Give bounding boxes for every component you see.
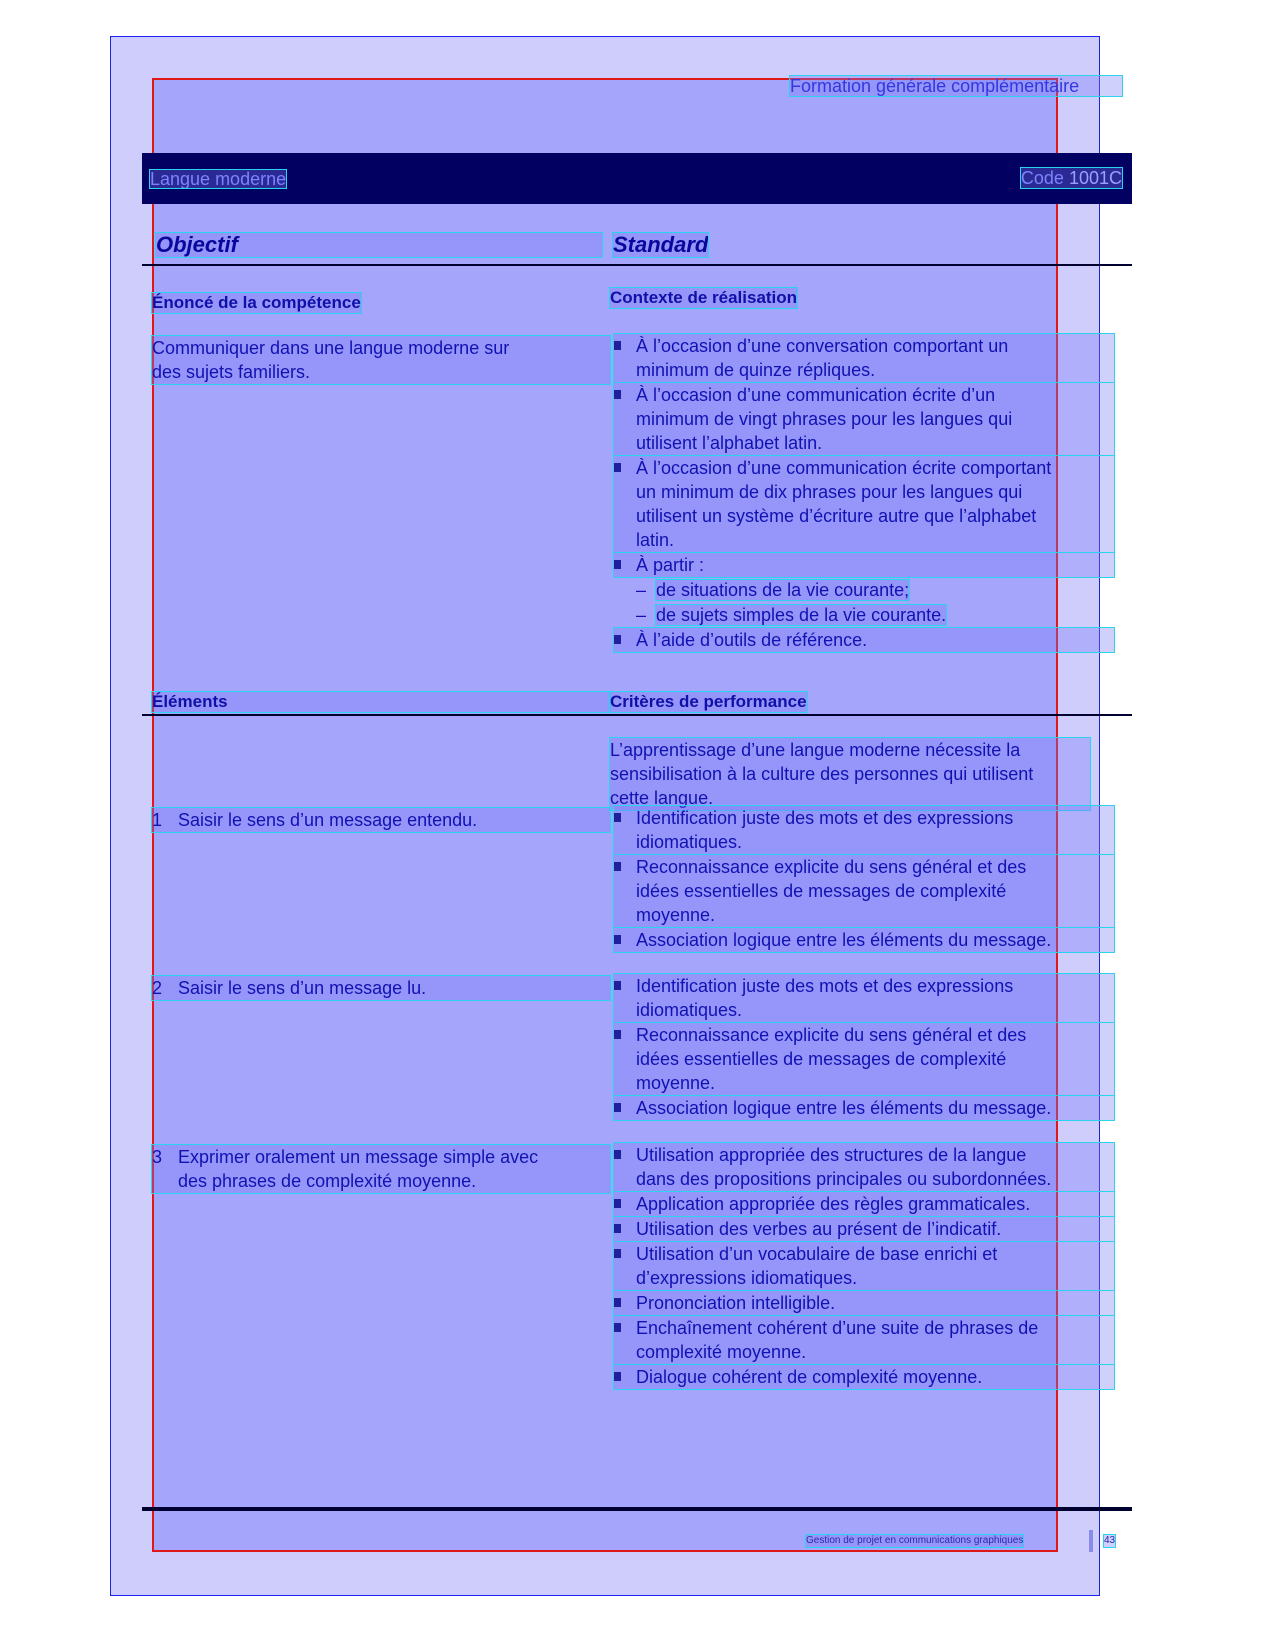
bullet-item <box>614 456 1114 552</box>
title-bar <box>142 153 1132 204</box>
bullet-line: d’expressions idiomatiques. <box>636 1268 858 1288</box>
footer-text: Gestion de projet en communications graphiques <box>806 1535 1024 1546</box>
bullet-item <box>614 1217 1114 1241</box>
bullet-item <box>614 383 1114 455</box>
bullet-marker <box>614 935 621 944</box>
dash-marker: – <box>636 580 647 600</box>
element-number: 1 <box>152 810 163 830</box>
bullet-line: moyenne. <box>636 905 716 925</box>
bullet-marker <box>614 1372 621 1381</box>
bullet-line: latin. <box>636 530 675 550</box>
intro-line: cette langue. <box>610 788 714 808</box>
bullet-item <box>614 334 1114 382</box>
bullet-line: Dialogue cohérent de complexité moyenne. <box>636 1367 983 1387</box>
bullet-line: idées essentielles de messages de complexité <box>636 1049 1007 1069</box>
criteria-list <box>614 1143 1114 1390</box>
bullet-marker <box>614 813 621 822</box>
competence-line: des sujets familiers. <box>152 362 311 382</box>
bullet-line: Utilisation des verbes au présent de l’indicatif. <box>636 1219 1002 1239</box>
bullet-line: Utilisation d’un vocabulaire de base enrichi et <box>636 1244 998 1264</box>
bullet-marker <box>614 635 621 644</box>
bullet-line: un minimum de dix phrases pour les langues qui <box>636 482 1023 502</box>
footer-rule <box>142 1507 1132 1511</box>
bullet-line: Reconnaissance explicite du sens général et des <box>636 857 1027 877</box>
bullet-marker <box>614 1103 621 1112</box>
element-line <box>152 1145 610 1169</box>
bullet-marker <box>614 1249 621 1258</box>
bullet-item <box>614 1023 1114 1095</box>
bullet-marker <box>614 862 621 871</box>
element-text: Saisir le sens d’un message lu. <box>178 978 427 998</box>
bullet-line: Identification juste des mots et des expressions <box>636 808 1014 828</box>
element-text: Exprimer oralement un message simple avec <box>178 1147 539 1167</box>
context-heading: Contexte de réalisation <box>610 288 798 307</box>
bullet-line: À l’occasion d’une communication écrite d’un <box>636 385 996 405</box>
element-2 <box>152 976 610 1000</box>
element-text: Saisir le sens d’un message entendu. <box>178 810 478 830</box>
bullet-marker <box>614 390 621 399</box>
bullet-item <box>614 974 1114 1022</box>
bullet-line: Prononciation intelligible. <box>636 1293 836 1313</box>
bullet-line: À l’occasion d’une communication écrite comportant <box>636 458 1052 478</box>
bullet-item <box>614 1096 1114 1120</box>
element-number: 3 <box>152 1147 163 1167</box>
bullet-marker <box>614 1199 621 1208</box>
bullet-item <box>614 806 1114 854</box>
running-header: Formation générale complémentaire <box>790 76 1122 96</box>
competence-line: Communiquer dans une langue moderne sur <box>152 338 510 358</box>
element-text: des phrases de complexité moyenne. <box>178 1171 477 1191</box>
bullet-marker <box>614 560 621 569</box>
bullet-marker <box>614 1323 621 1332</box>
dash-item <box>614 603 1114 627</box>
bullet-line: Enchaînement cohérent d’une suite de phrases de <box>636 1318 1039 1338</box>
elements-heading: Éléments <box>152 692 610 712</box>
bullet-item <box>614 1365 1114 1389</box>
bullet-marker <box>614 463 621 472</box>
element-3 <box>152 1145 610 1193</box>
program-title: Langue moderne <box>150 169 287 189</box>
bullet-line: idiomatiques. <box>636 1000 743 1020</box>
bullet-line: À l’aide d’outils de référence. <box>636 630 868 650</box>
element-line <box>152 1169 610 1193</box>
competence-heading: Énoncé de la compétence <box>152 293 361 312</box>
bullet-line: dans des propositions principales ou subordonnées. <box>636 1169 1052 1189</box>
bullet-line: Association logique entre les éléments du message. <box>636 930 1052 950</box>
bullet-marker <box>614 981 621 990</box>
bullet-marker <box>614 341 621 350</box>
bullet-line: minimum de quinze répliques. <box>636 360 876 380</box>
bullet-item <box>614 1242 1114 1290</box>
bullet-line: idiomatiques. <box>636 832 743 852</box>
bullet-line: utilisent un système d’écriture autre que l’alphabet <box>636 506 1037 526</box>
context-list <box>614 334 1114 653</box>
bullet-item <box>614 1291 1114 1315</box>
bullet-marker <box>614 1030 621 1039</box>
competence-statement <box>152 336 610 384</box>
bullet-line: complexité moyenne. <box>636 1342 807 1362</box>
page-number: 43 <box>1104 1535 1116 1546</box>
intro-line: L’apprentissage d’une langue moderne nécessite la <box>610 740 1021 760</box>
criteria-intro <box>610 738 1090 810</box>
bullet-item <box>614 855 1114 927</box>
element-line <box>152 976 610 1000</box>
bullet-marker <box>614 1224 621 1233</box>
bullet-line: moyenne. <box>636 1073 716 1093</box>
code-label-text: Code <box>1020 168 1064 188</box>
bullet-item <box>614 1192 1114 1216</box>
dash-text: de sujets simples de la vie courante. <box>656 605 947 625</box>
bullet-line: Utilisation appropriée des structures de la langue <box>636 1145 1027 1165</box>
bullet-marker <box>614 1298 621 1307</box>
code-label <box>1021 168 1122 188</box>
dash-marker: – <box>636 605 647 625</box>
elements-rule <box>142 714 1132 716</box>
bullet-item <box>614 928 1114 952</box>
bullet-line: minimum de vingt phrases pour les langues qui <box>636 409 1013 429</box>
element-number: 2 <box>152 978 163 998</box>
dash-text: de situations de la vie courante; <box>656 580 910 600</box>
bullet-item <box>614 1143 1114 1191</box>
standard-heading: Standard <box>613 232 709 257</box>
objective-heading: Objectif <box>156 233 602 257</box>
criteria-list <box>614 806 1114 953</box>
dash-item <box>614 578 1114 602</box>
bullet-line: utilisent l’alphabet latin. <box>636 433 823 453</box>
bullet-item <box>614 628 1114 652</box>
bullet-line: Application appropriée des règles grammaticales. <box>636 1194 1031 1214</box>
bullet-line: Reconnaissance explicite du sens général et des <box>636 1025 1027 1045</box>
bullet-marker <box>614 1150 621 1159</box>
bullet-item <box>614 553 1114 577</box>
intro-line: sensibilisation à la culture des personnes qui utilisent <box>610 764 1034 784</box>
bullet-item <box>614 1316 1114 1364</box>
criteria-list <box>614 974 1114 1121</box>
bullet-line: idées essentielles de messages de complexité <box>636 881 1007 901</box>
heading-rule <box>142 264 1132 266</box>
element-line <box>152 808 610 832</box>
bullet-line: Association logique entre les éléments du message. <box>636 1098 1052 1118</box>
element-1 <box>152 808 610 832</box>
criteria-heading: Critères de performance <box>610 692 807 711</box>
bullet-line: À l’occasion d’une conversation comportant un <box>636 336 1009 356</box>
code-value: 1001C <box>1068 168 1122 188</box>
bullet-line: Identification juste des mots et des expressions <box>636 976 1014 996</box>
bullet-line: À partir : <box>636 555 705 575</box>
footer-separator <box>1089 1530 1093 1552</box>
